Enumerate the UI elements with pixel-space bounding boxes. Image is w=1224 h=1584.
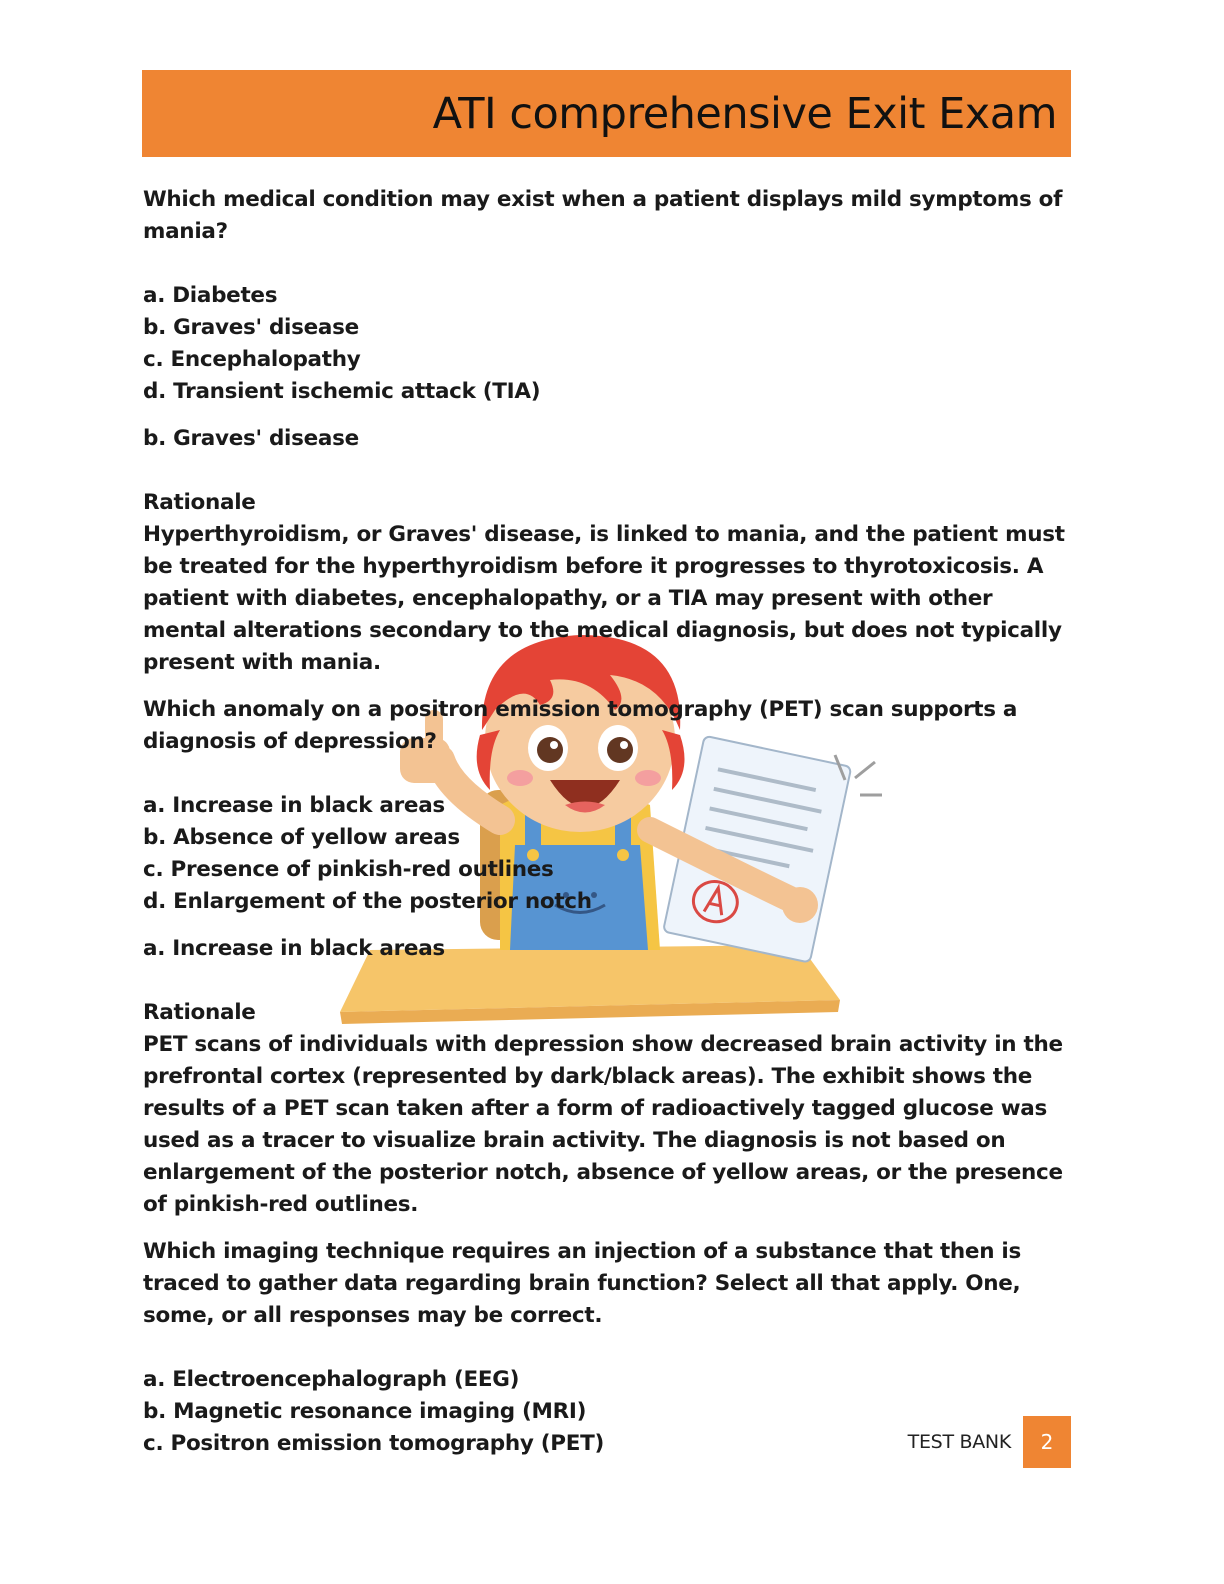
question-1-rationale-label: Rationale	[143, 490, 256, 515]
page-number: 2	[1040, 1430, 1054, 1454]
question-1-option-b: b. Graves' disease	[143, 315, 359, 340]
question-1-option-d: d. Transient ischemic attack (TIA)	[143, 379, 541, 404]
exam-content	[143, 184, 1073, 1460]
question-1-option-c: c. Encephalopathy	[143, 347, 361, 372]
question-2-option-b: b. Absence of yellow areas	[143, 825, 460, 850]
question-3-option-c: c. Positron emission tomography (PET)	[143, 1431, 604, 1456]
question-2-answer: a. Increase in black areas	[143, 936, 445, 961]
header-bar	[142, 70, 1071, 157]
question-2-option-d: d. Enlargement of the posterior notch	[143, 889, 592, 914]
page-title: ATI comprehensive Exit Exam	[432, 89, 1057, 139]
question-2-text: Which anomaly on a positron emission tomography (PET) scan supports a diagnosis of depression?	[143, 697, 1018, 754]
question-1-answer: b. Graves' disease	[143, 426, 359, 451]
question-3-option-b: b. Magnetic resonance imaging (MRI)	[143, 1399, 587, 1424]
question-1-text: Which medical condition may exist when a patient displays mild symptoms of mania?	[143, 187, 1063, 244]
question-1-rationale: Hyperthyroidism, or Graves' disease, is linked to mania, and the patient must be treated for the hyperthyroidism before it progresses to thyrotoxicosis. A patient with diabetes, encephalopathy, or a TIA may present with other mental alterations secondary to the medical diagnosis, but does not typically present with mania.	[143, 522, 1065, 675]
question-3-option-a: a. Electroencephalograph (EEG)	[143, 1367, 520, 1392]
question-2-option-c: c. Presence of pinkish-red outlines	[143, 857, 554, 882]
footer-label: TEST BANK	[907, 1431, 1011, 1453]
question-2-rationale: PET scans of individuals with depression show decreased brain activity in the prefrontal cortex (represented by dark/black areas). The exhibit shows the results of a PET scan taken after a form of radioactively tagged glucose was used as a tracer to visualize brain activity. The diagnosis is not based on enlargement of the posterior notch, absence of yellow areas, or the presence of pinkish-red outlines.	[143, 1032, 1063, 1217]
question-2-rationale-label: Rationale	[143, 1000, 256, 1025]
question-3-text: Which imaging technique requires an injection of a substance that then is traced to gather data regarding brain function? Select all that apply. One, some, or all responses may be correct.	[143, 1239, 1021, 1328]
question-1-option-a: a. Diabetes	[143, 283, 278, 308]
question-2-option-a: a. Increase in black areas	[143, 793, 445, 818]
